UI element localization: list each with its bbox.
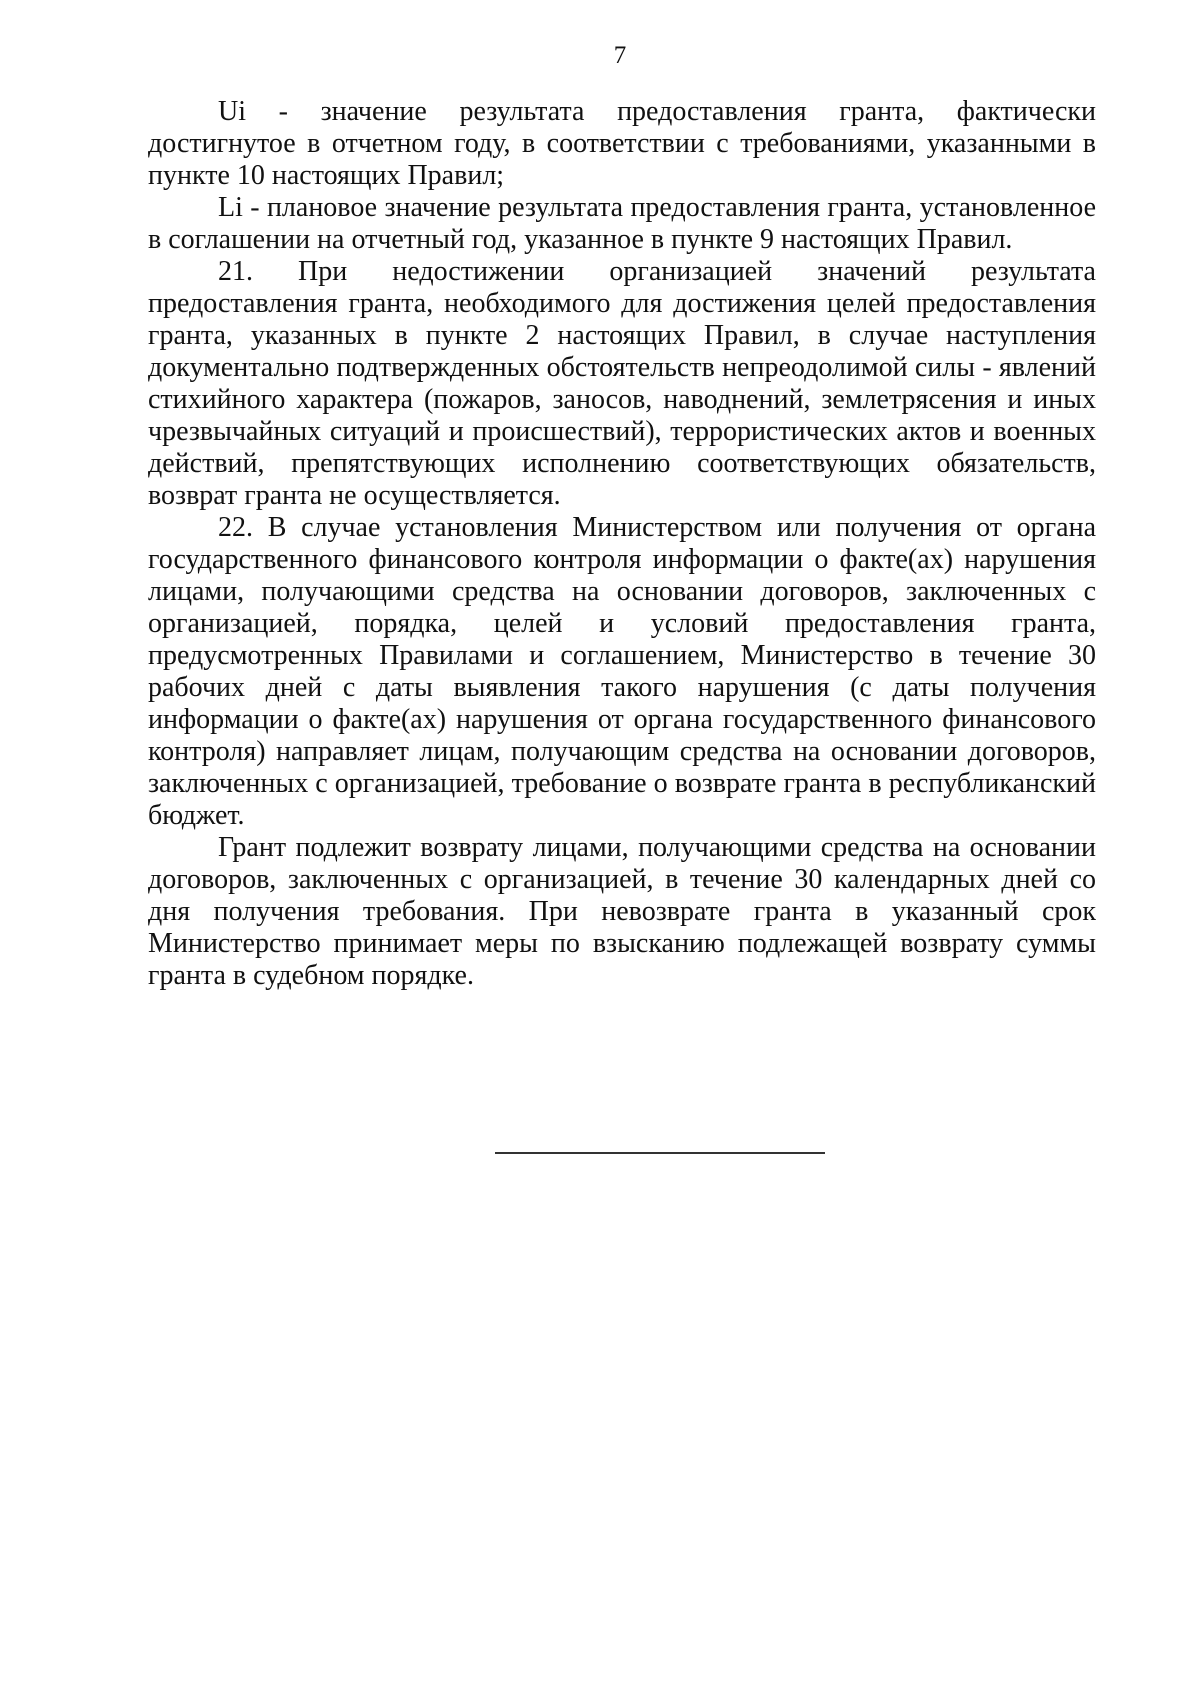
paragraph-21: 21. При недостижении организацией значений результата предоставления гранта, необходимого для достижения целей предоставления гранта, указанных в пункте 2 настоящих Правил, в случае наступления документально подтвержденных обстоятельств непреодолимой силы - явлений стихийного характера (пожаров, заносов, наводнений, землетрясения и иных чрезвычайных ситуаций и происшествий), террористических актов и военных действий, препятствующих исполнению соответствующих обязательств, возврат гранта не осуществляется. [148,256,1096,511]
paragraph-ui-definition: Ui - значение результата предоставления гранта, фактически достигнутое в отчетном году, в соответствии с требованиями, указанными в пункте 10 настоящих Правил; [148,96,1096,191]
end-of-document-rule [495,1152,825,1154]
paragraph-li-definition: Li - плановое значение результата предоставления гранта, установленное в соглашении на отчетный год, указанное в пункте 9 настоящих Правил. [148,192,1096,255]
page-number: 7 [613,42,627,69]
paragraph-22: 22. В случае установления Министерством или получения от органа государственного финансового контроля информации о факте(ах) нарушения лицами, получающими средства на основании договоров, заключенных с организацией, порядка, целей и условий предоставления гранта, предусмотренных Правилами и соглашением, Министерство в течение 30 рабочих дней с даты выявления такого нарушения (с даты получения информации о факте(ах) нарушения от органа государственного финансового контроля) направляет лицам, получающим средства на основании договоров, заключенных с организацией, требование о возврате гранта в республиканский бюджет. [148,512,1096,831]
document-body [148,96,1096,992]
paragraph-grant-return: Грант подлежит возврату лицами, получающими средства на основании договоров, заключенных с организацией, в течение 30 календарных дней со дня получения требования. При невозврате гранта в указанный срок Министерство принимает меры по взысканию подлежащей возврату суммы гранта в судебном порядке. [148,832,1096,991]
